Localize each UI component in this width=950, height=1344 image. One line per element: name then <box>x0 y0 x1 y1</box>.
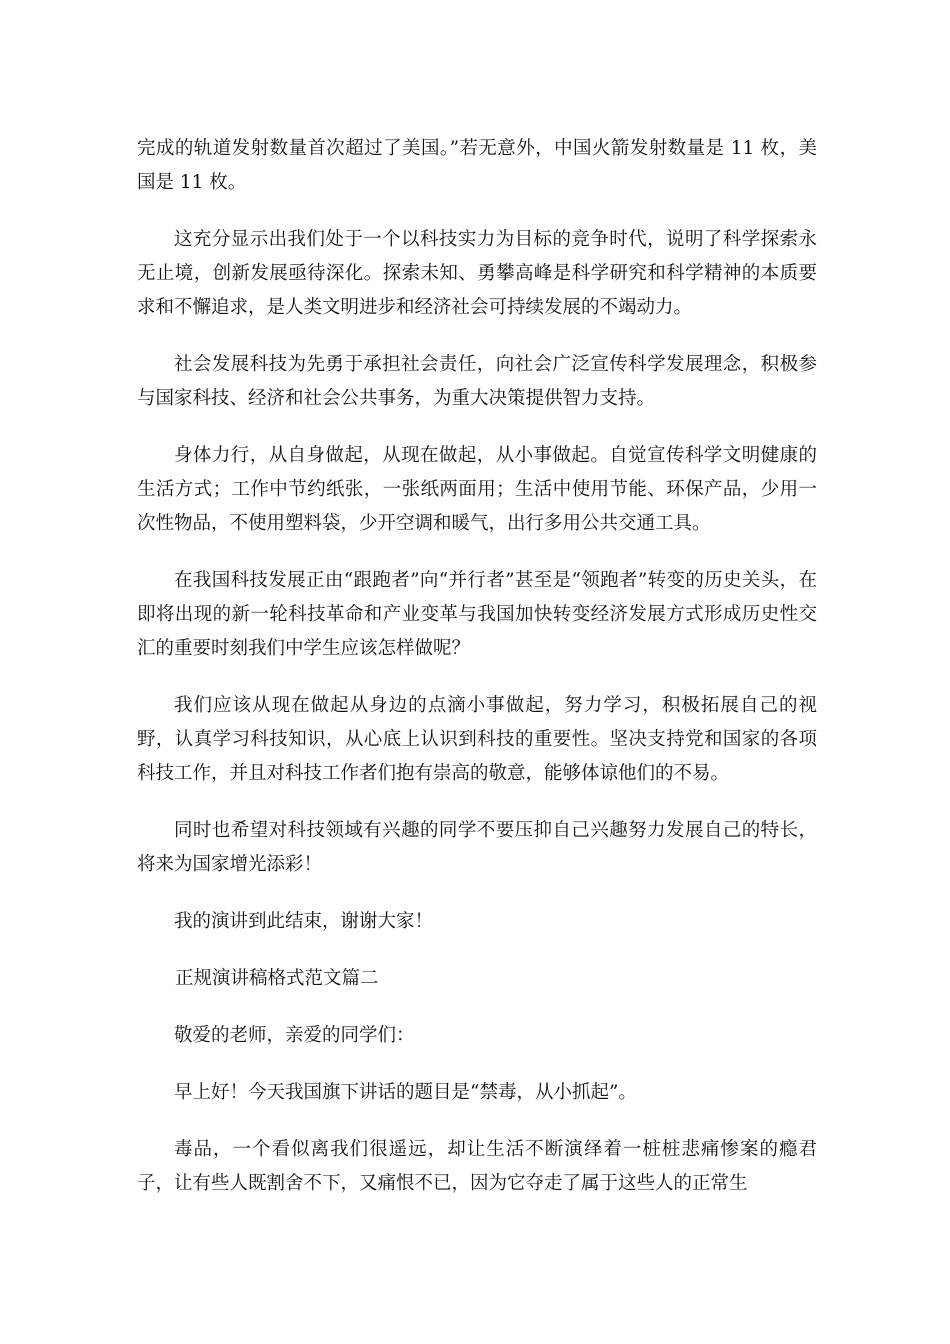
document-body <box>137 132 817 1224</box>
paragraph-7: 同时也希望对科技领域有兴趣的同学不要压抑自己兴趣努力发展自己的特长，将来为国家增光添彩！ <box>137 820 817 875</box>
paragraph-5: 在我国科技发展正由“跟跑者”向“并行者”甚至是“领跑者”转变的历史关头，在即将出现的新一轮科技革命和产业变革与我国加快转变经济发展方式形成历史性交汇的重要时刻我们中学生应该怎样做呢？ <box>137 570 817 659</box>
greeting: 早上好！今天我国旗下讲话的题目是“禁毒，从小抓起”。 <box>174 1082 637 1103</box>
paragraph-6: 我们应该从现在做起从身边的点滴小事做起，努力学习，积极拓展自己的视野，认真学习科技知识，从心底上认识到科技的重要性。坚决支持党和国家的各项科技工作，并且对科技工作者们抱有崇高的敬意，能够体谅他们的不易。 <box>137 695 817 784</box>
salutation: 敬爱的老师，亲爱的同学们： <box>174 1025 415 1046</box>
paragraph-1: 完成的轨道发射数量首次超过了美国。”若无意外，中国火箭发射数量是 11 枚，美国是 11 枚。 <box>137 138 817 193</box>
section-heading: 正规演讲稿格式范文篇二 <box>175 968 379 989</box>
paragraph-2: 这充分显示出我们处于一个以科技实力为目标的竞争时代，说明了科学探索永无止境，创新发展亟待深化。探索未知、勇攀高峰是科学研究和科学精神的本质要求和不懈追求，是人类文明进步和经济社会可持续发展的不竭动力。 <box>137 229 817 318</box>
paragraph-last: 毒品，一个看似离我们很遥远，却让生活不断演绎着一桩桩悲痛惨案的瘾君子，让有些人既割舍不下，又痛恨不已，因为它夺走了属于这些人的正常生 <box>137 1139 817 1194</box>
paragraph-8: 我的演讲到此结束，谢谢大家！ <box>174 911 434 932</box>
paragraph-3: 社会发展科技为先勇于承担社会责任，向社会广泛宣传科学发展理念，积极参与国家科技、经济和社会公共事务，为重大决策提供智力支持。 <box>137 354 817 409</box>
paragraph-4: 身体力行，从自身做起，从现在做起，从小事做起。自觉宣传科学文明健康的生活方式；工作中节约纸张，一张纸两面用；生活中使用节能、环保产品，少用一次性物品，不使用塑料袋，少开空调和暖气，出行多用公共交通工具。 <box>137 445 817 534</box>
